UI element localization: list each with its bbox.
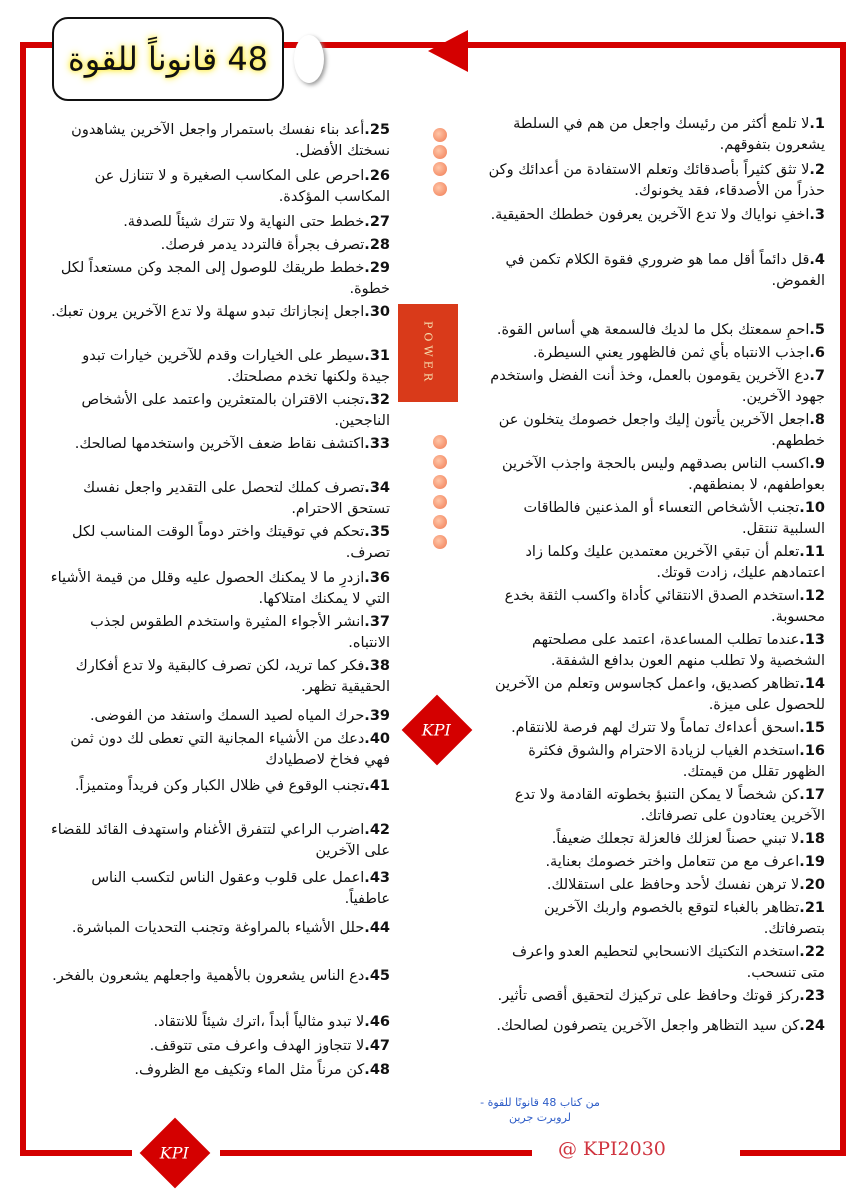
law-number: 12. [799, 588, 825, 604]
law-number: 41. [364, 778, 390, 794]
law-text: تصرف بجرأة فالتردد يدمر فرصك. [160, 237, 365, 253]
dot-icon [433, 455, 447, 469]
law-text: خطط طريقك للوصول إلى المجد وكن مستعداً لكل خطوة. [60, 260, 390, 297]
law-text: تحكم في توقيتك واختر دوماً الوقت المناسب لكل تصرف. [71, 524, 390, 561]
law-text: تظاهر بالغباء لتوقع بالخصوم واربك الآخرين بتصرفاتك. [543, 900, 825, 937]
law-text: استخدم الصدق الانتقائي كأداة واكسب الثقة بخدع محسوبة. [504, 588, 825, 625]
law-item [485, 542, 825, 584]
law-text: انشر الأجواء المثيرة واستخدم الطقوس لجذب الانتباه. [90, 614, 390, 651]
law-number: 28. [364, 237, 390, 253]
law-number: 5. [809, 322, 825, 338]
law-text: اجعل الآخرين يأتون إليك واجعل خصومك يتخلون عن خططهم. [498, 412, 825, 449]
title-row [52, 17, 324, 101]
law-number: 30. [364, 304, 390, 320]
source-note [455, 1095, 625, 1125]
law-text: لا تلمع أكثر من رئيسك واجعل من هم في السلطة يشعرون بتفوقهم. [513, 116, 825, 153]
law-item [485, 366, 825, 408]
law-number: 4. [809, 252, 825, 268]
law-text: اكسب الناس بصدقهم وليس بالحجة واجذب الآخرين بعواطفهم، لا بمنطقهم. [501, 456, 825, 493]
circle-knob [294, 35, 324, 83]
law-number: 44. [364, 920, 390, 936]
law-text: ازدرِ ما لا يمكنك الحصول عليه وقلل من قيمة الأشياء التي لا يمكنك امتلاكها. [50, 570, 390, 607]
law-item [50, 1012, 390, 1033]
law-number: 3. [809, 207, 825, 223]
law-number: 24. [799, 1018, 825, 1034]
law-number: 46. [364, 1014, 390, 1030]
law-text: اضرب الراعي لتتفرق الأغنام واستهدف القائد للقضاء على الآخرين [50, 822, 390, 859]
social-handle: @ KPI2030 [558, 1138, 666, 1160]
law-number: 11. [799, 544, 825, 560]
law-number: 43. [364, 870, 390, 886]
law-item [50, 868, 390, 910]
law-item [50, 346, 390, 388]
dot-icon [433, 515, 447, 529]
law-text: كن شخصاً لا يمكن التنبؤ بخطوته القادمة ولا تدع الآخرين يعتادون على تصرفاتك. [514, 787, 825, 824]
law-item [485, 454, 825, 496]
law-item [485, 986, 825, 1007]
law-item [50, 1060, 390, 1081]
law-item [485, 114, 825, 156]
law-number: 33. [364, 436, 390, 452]
dot-icon [433, 495, 447, 509]
frame-left [20, 42, 26, 1154]
law-number: 25. [364, 122, 390, 138]
law-item [485, 1016, 825, 1037]
dot-icon [433, 162, 447, 176]
law-text: سيطر على الخيارات وقدم للآخرين خيارات تبدو جيدة ولكنها تخدم مصلحتك. [82, 348, 390, 385]
law-text: حلل الأشياء بالمراوغة وتجنب التحديات المباشرة. [71, 920, 365, 936]
title-box [52, 17, 284, 101]
law-item [50, 120, 390, 162]
law-number: 10. [799, 500, 825, 516]
law-number: 48. [364, 1062, 390, 1078]
law-number: 2. [809, 162, 825, 178]
source-author: لروبرت جرين [508, 1111, 572, 1124]
dot-icon [433, 182, 447, 196]
law-item [485, 829, 825, 850]
law-text: فكر كما تريد، لكن تصرف كالبقية ولا تدع أفكارك الحقيقية تظهر. [75, 658, 390, 695]
book-cover-image [398, 304, 458, 402]
law-number: 32. [364, 392, 390, 408]
law-text: تعلم أن تبقي الآخرين معتمدين عليك وكلما زاد اعتمادهم عليك، زادت قوتك. [525, 544, 825, 581]
law-number: 13. [799, 632, 825, 648]
law-item [50, 166, 390, 208]
law-item [485, 250, 825, 292]
law-text: تجنب الوقوع في ظلال الكبار وكن فريداً ومتميزاً. [74, 778, 365, 794]
law-number: 19. [799, 854, 825, 870]
law-number: 1. [809, 116, 825, 132]
logo-text: KPI [422, 720, 452, 740]
law-text: دع الناس يشعرون بالأهمية واجعلهم يشعرون بالفخر. [52, 968, 365, 984]
law-number: 6. [809, 345, 825, 361]
law-item [50, 235, 390, 256]
law-text: احرص على المكاسب الصغيرة و لا تتنازل عن المكاسب المؤكدة. [94, 168, 390, 205]
law-item [485, 410, 825, 452]
law-item [485, 160, 825, 202]
law-text: استخدم التكتيك الانسحابي لتحطيم العدو واعرف متى تنسحب. [511, 944, 825, 981]
law-item [50, 706, 390, 727]
law-item [50, 918, 390, 939]
law-text: لا تبني حصناً لعزلك فالعزلة تجعلك ضعيفاً. [551, 831, 800, 847]
law-item [485, 875, 825, 896]
law-item [485, 718, 825, 739]
law-item [50, 434, 390, 455]
law-text: لا تبدو مثالياً أبداً ،اترك شيئاً للانتقاد. [153, 1014, 365, 1030]
law-text: كن مرناً مثل الماء وتكيف مع الظروف. [134, 1062, 365, 1078]
law-text: اجذب الانتباه بأي ثمن فالظهور يعني السيطرة. [532, 345, 810, 361]
law-text: تجنب الأشخاص التعساء أو المذعنين فالطاقات السلبية تنتقل. [523, 500, 825, 537]
law-number: 23. [799, 988, 825, 1004]
law-item [485, 205, 825, 226]
law-item [485, 498, 825, 540]
kpi-logo [402, 695, 473, 766]
dot-icon [433, 535, 447, 549]
law-number: 45. [364, 968, 390, 984]
law-item [50, 966, 390, 987]
law-number: 18. [799, 831, 825, 847]
law-number: 17. [799, 787, 825, 803]
law-text: اجعل إنجازاتك تبدو سهلة ولا تدع الآخرين يرون تعبك. [51, 304, 365, 320]
law-text: ركز قوتك وحافظ على تركيزك لتحقيق أقصى تأثير. [497, 988, 800, 1004]
law-number: 26. [364, 168, 390, 184]
law-item [50, 729, 390, 771]
law-item [50, 568, 390, 610]
law-item [50, 522, 390, 564]
law-item [485, 942, 825, 984]
law-item [485, 852, 825, 873]
law-number: 14. [799, 676, 825, 692]
law-text: استخدم الغياب لزيادة الاحترام والشوق فكثرة الظهور تقلل من قيمتك. [528, 743, 825, 780]
law-item [50, 612, 390, 654]
law-text: قل دائماً أقل مما هو ضروري فقوة الكلام تكمن في الغموض. [505, 252, 825, 289]
law-number: 36. [364, 570, 390, 586]
law-item [485, 320, 825, 341]
law-text: دعك من الأشياء المجانية التي تعطى لك دون ثمن فهي فخاخ لاصطيادك [70, 731, 390, 768]
law-text: خطط حتى النهاية ولا تترك شيئاً للصدفة. [123, 214, 365, 230]
law-item [50, 302, 390, 323]
law-text: اعرف مع من تتعامل واختر خصومك بعناية. [545, 854, 800, 870]
law-number: 16. [799, 743, 825, 759]
law-number: 37. [364, 614, 390, 630]
law-text: اسحق أعداءك تماماً ولا تترك لهم فرصة للانتقام. [511, 720, 800, 736]
frame-right [840, 42, 846, 1154]
dot-icon [433, 475, 447, 489]
law-item [485, 898, 825, 940]
law-number: 7. [809, 368, 825, 384]
law-text: اعمل على قلوب وعقول الناس لتكسب الناس عاطفياً. [91, 870, 390, 907]
law-text: دع الآخرين يقومون بالعمل، وخذ أنت الفضل واستخدم جهود الآخرين. [490, 368, 825, 405]
law-item [485, 343, 825, 364]
law-number: 39. [364, 708, 390, 724]
frame-bottom-left [20, 1150, 132, 1156]
arrow-icon [428, 30, 468, 72]
law-text: عندما تطلب المساعدة، اعتمد على مصلحتهم الشخصية ولا تطلب منهم العون بدافع الشفقة. [531, 632, 825, 669]
law-text: لا تتجاوز الهدف واعرف متى تتوقف. [149, 1038, 365, 1054]
law-text: احمِ سمعتك بكل ما لديك فالسمعة هي أساس القوة. [496, 322, 810, 338]
law-item [485, 785, 825, 827]
frame-bottom-mid [220, 1150, 532, 1156]
law-item [485, 630, 825, 672]
law-text: لا تثق كثيراً بأصدقائك وتعلم الاستفادة من أعدائك وكن حذراً من الأصدقاء، فقد يخونوك. [488, 162, 825, 199]
source-line: من كتاب 48 قانونًا للقوة - [480, 1096, 600, 1109]
law-item [50, 390, 390, 432]
dot-icon [433, 128, 447, 142]
law-number: 9. [809, 456, 825, 472]
dot-icon [433, 435, 447, 449]
law-text: اكتشف نقاط ضعف الآخرين واستخدمها لصالحك. [74, 436, 365, 452]
page-title: 48 قانوناً للقوة [68, 40, 269, 78]
frame-bottom-right [740, 1150, 846, 1156]
law-text: تظاهر كصديق، واعمل كجاسوس وتعلم من الآخرين للحصول على ميزة. [495, 676, 825, 713]
kpi-logo-bottom [140, 1118, 211, 1189]
law-number: 34. [364, 480, 390, 496]
law-text: حرك المياه لصيد السمك واستفد من الفوضى. [89, 708, 365, 724]
dot-icon [433, 145, 447, 159]
law-text: اخفِ نواياك ولا تدع الآخرين يعرفون خططك الحقيقية. [490, 207, 810, 223]
law-item [50, 212, 390, 233]
law-number: 15. [799, 720, 825, 736]
law-text: تجنب الاقتران بالمتعثرين واعتمد على الأشخاص الناجحين. [81, 392, 390, 429]
law-number: 31. [364, 348, 390, 364]
law-number: 20. [799, 877, 825, 893]
law-number: 29. [364, 260, 390, 276]
law-item [50, 258, 390, 300]
law-text: تصرف كملك لتحصل على التقدير واجعل نفسك تستحق الاحترام. [83, 480, 390, 517]
law-number: 22. [799, 944, 825, 960]
law-number: 40. [364, 731, 390, 747]
law-item [485, 674, 825, 716]
law-item [50, 478, 390, 520]
law-item [50, 776, 390, 797]
law-number: 21. [799, 900, 825, 916]
law-number: 35. [364, 524, 390, 540]
law-number: 42. [364, 822, 390, 838]
law-text: أعد بناء نفسك باستمرار واجعل الآخرين يشاهدون نسختك الأفضل. [71, 122, 390, 159]
logo-text: KPI [160, 1143, 190, 1163]
law-number: 38. [364, 658, 390, 674]
law-item [50, 820, 390, 862]
law-item [485, 586, 825, 628]
law-item [50, 656, 390, 698]
law-number: 47. [364, 1038, 390, 1054]
law-number: 8. [809, 412, 825, 428]
law-item [50, 1036, 390, 1057]
law-text: لا ترهن نفسك لأحد وحافظ على استقلالك. [546, 877, 800, 893]
law-text: كن سيد التظاهر واجعل الآخرين يتصرفون لصالحك. [496, 1018, 800, 1034]
law-item [485, 741, 825, 783]
book-cover-title: POWER [421, 320, 435, 386]
law-number: 27. [364, 214, 390, 230]
